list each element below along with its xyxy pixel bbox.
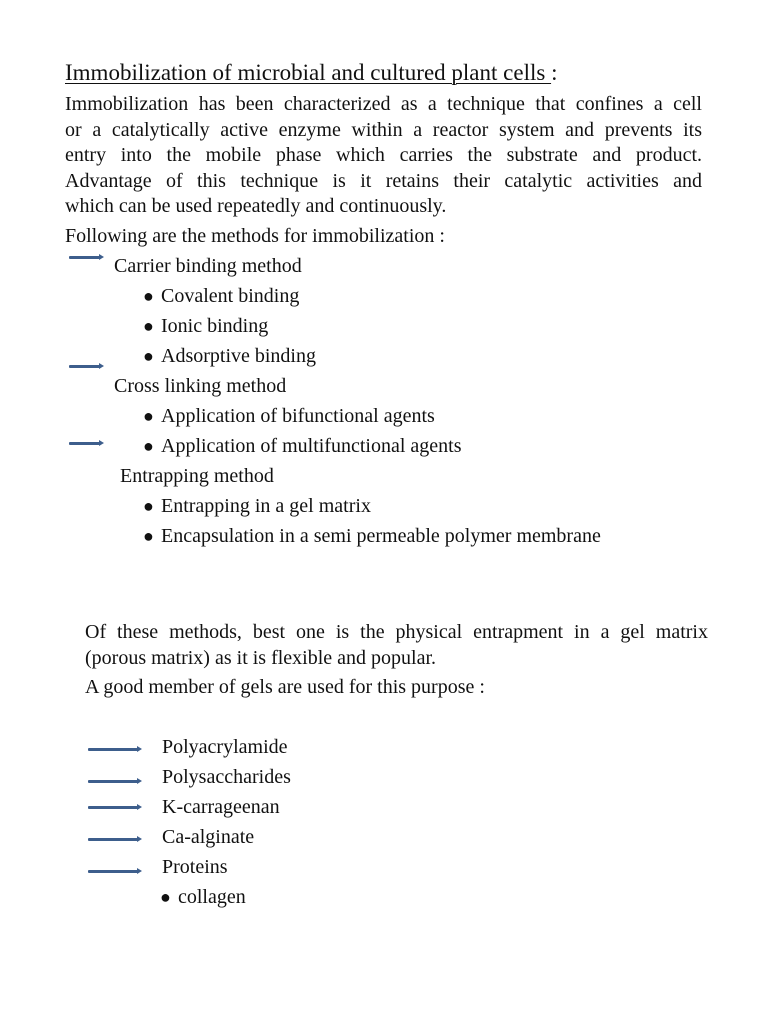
list-item-text: Adsorptive binding	[161, 345, 316, 367]
gels-intro: A good member of gels are used for this purpose :	[85, 676, 485, 698]
list-item	[143, 404, 435, 429]
intro-line: Advantage of this technique is it retains their catalytic activities and	[65, 169, 702, 192]
method-label-entrapping: Entrapping method	[120, 465, 274, 487]
arrow-icon	[69, 365, 101, 368]
method-label-cross-linking: Cross linking method	[114, 375, 287, 397]
list-item-text: Application of bifunctional agents	[161, 405, 435, 427]
intro-line: or a catalytically active enzyme within a reactor system and prevents its	[65, 118, 702, 141]
bullet-icon: ●	[143, 436, 154, 456]
arrow-icon	[69, 256, 101, 259]
intro-line: entry into the mobile phase which carries the substrate and product.	[65, 144, 702, 166]
arrow-icon	[88, 806, 139, 809]
list-item-text: Application of multifunctional agents	[161, 435, 462, 457]
bullet-icon: ●	[143, 406, 154, 426]
list-item-text: Entrapping in a gel matrix	[161, 495, 371, 517]
gel-item: Proteins	[162, 856, 228, 878]
best-line: Of these methods, best one is the physical entrapment in a gel matrix	[85, 621, 708, 643]
bullet-icon: ●	[143, 496, 154, 516]
list-item	[160, 885, 246, 910]
arrow-icon	[88, 780, 139, 783]
bullet-icon: ●	[143, 316, 154, 336]
bullet-icon: ●	[143, 286, 154, 306]
title-text: Immobilization of microbial and cultured plant cells	[65, 60, 552, 85]
list-item	[143, 314, 268, 339]
gel-item: Polysaccharides	[162, 766, 291, 788]
list-item	[143, 344, 316, 369]
arrow-icon	[69, 442, 101, 445]
list-item-text: Covalent binding	[161, 285, 300, 307]
gel-item: Polyacrylamide	[162, 736, 288, 758]
intro-paragraph	[65, 92, 702, 220]
list-item-text: collagen	[178, 886, 246, 908]
bullet-icon: ●	[160, 887, 171, 907]
gel-item: Ca-alginate	[162, 826, 255, 848]
list-item-text: Ionic binding	[161, 315, 269, 337]
page-title	[65, 59, 557, 87]
arrow-icon	[88, 748, 139, 751]
best-line: (porous matrix) as it is flexible and popular.	[85, 646, 437, 669]
list-item	[143, 524, 601, 549]
gel-item: K-carrageenan	[162, 796, 280, 818]
list-item	[143, 434, 462, 459]
intro-line: which can be used repeatedly and continuously.	[65, 195, 447, 217]
arrow-icon	[88, 870, 139, 873]
title-colon: :	[551, 60, 558, 85]
bullet-icon: ●	[143, 346, 154, 366]
method-label-carrier-binding: Carrier binding method	[114, 255, 302, 277]
methods-intro: Following are the methods for immobilization :	[65, 225, 445, 247]
best-method-paragraph	[85, 620, 708, 671]
arrow-icon	[88, 838, 139, 841]
intro-line: Immobilization has been characterized as a technique that confines a cell	[65, 93, 702, 115]
list-item	[143, 284, 299, 309]
list-item-text: Encapsulation in a semi permeable polymer membrane	[161, 525, 601, 547]
bullet-icon: ●	[143, 526, 154, 546]
list-item	[143, 494, 371, 519]
